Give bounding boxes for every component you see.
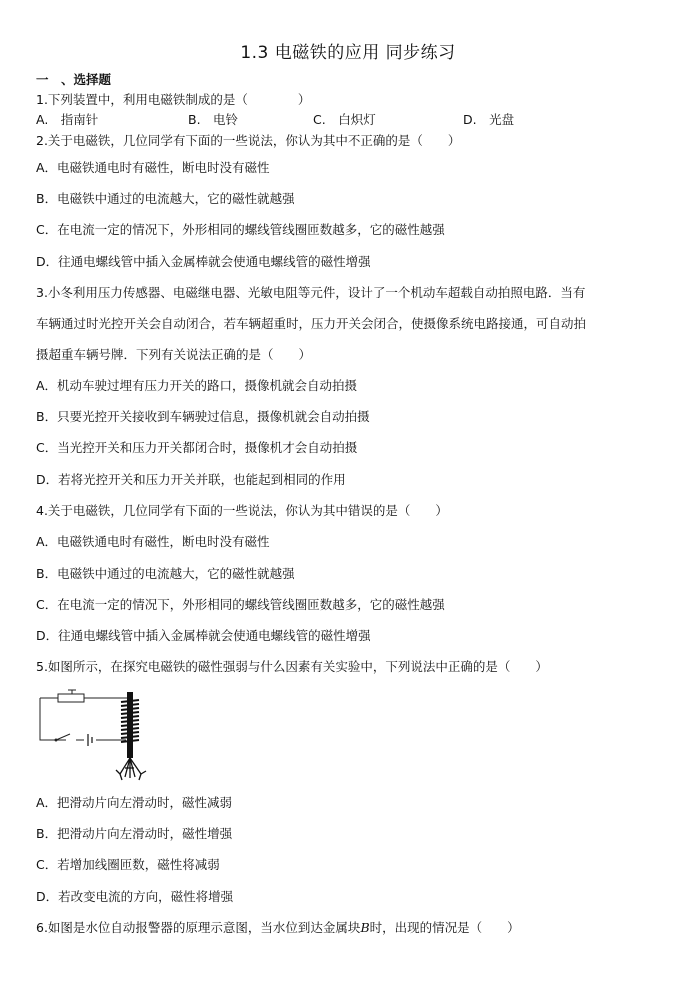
question-2-option-a: A．电磁铁通电时有磁性，断电时没有磁性 bbox=[36, 160, 270, 175]
question-2-option-c: C．在电流一定的情况下，外形相同的螺线管线圈匝数越多，它的磁性越强 bbox=[36, 222, 445, 237]
question-6-stem-before: 6.如图是水位自动报警器的原理示意图，当水位到达金属块 bbox=[36, 920, 361, 935]
question-4-option-d: D．往通电螺线管中插入金属棒就会使通电螺线管的磁性增强 bbox=[36, 628, 371, 643]
question-3-stem-line-2: 车辆通过时光控开关会自动闭合，若车辆超重时，压力开关会闭合，使摄像系统电路接通，可自动拍 bbox=[36, 316, 587, 331]
question-6-stem bbox=[36, 920, 520, 936]
question-2-option-d: D．往通电螺线管中插入金属棒就会使通电螺线管的磁性增强 bbox=[36, 254, 371, 269]
question-3-stem-line-3: 摄超重车辆号牌．下列有关说法正确的是（ ） bbox=[36, 347, 312, 362]
question-1-option-d: D. 光盘 bbox=[463, 112, 515, 127]
section-heading: 一 、选择题 bbox=[36, 72, 112, 87]
question-1-option-b: B. 电铃 bbox=[188, 112, 239, 127]
question-5-stem: 5.如图所示，在探究电磁铁的磁性强弱与什么因素有关实验中，下列说法中正确的是（ ） bbox=[36, 659, 548, 674]
question-4-option-b: B．电磁铁中通过的电流越大，它的磁性就越强 bbox=[36, 566, 295, 581]
question-5-option-c: C．若增加线圈匝数，磁性将减弱 bbox=[36, 857, 220, 872]
question-2-stem: 2.关于电磁铁，几位同学有下面的一些说法，你认为其中不正确的是（ ） bbox=[36, 133, 461, 148]
question-4-option-a: A．电磁铁通电时有磁性，断电时没有磁性 bbox=[36, 534, 270, 549]
question-1-options bbox=[36, 112, 514, 128]
question-1-option-c: C. 白炽灯 bbox=[313, 112, 376, 127]
question-1-option-a: A. 指南针 bbox=[36, 112, 99, 127]
question-4-option-c: C．在电流一定的情况下，外形相同的螺线管线圈匝数越多，它的磁性越强 bbox=[36, 597, 445, 612]
question-5-option-b: B．把滑动片向左滑动时，磁性增强 bbox=[36, 826, 233, 841]
question-6-stem-after: 时，出现的情况是（ ） bbox=[369, 920, 520, 935]
question-3-option-c: C．当光控开关和压力开关都闭合时，摄像机才会自动拍摄 bbox=[36, 440, 358, 455]
question-3-option-b: B．只要光控开关接收到车辆驶过信息，摄像机就会自动拍摄 bbox=[36, 409, 370, 424]
iron-pins bbox=[116, 758, 146, 780]
question-2-option-b: B．电磁铁中通过的电流越大，它的磁性就越强 bbox=[36, 191, 295, 206]
rheostat-symbol bbox=[58, 694, 84, 702]
question-3-stem-line-1: 3.小冬利用压力传感器、电磁继电器、光敏电阻等元件，设计了一个机动车超载自动拍照电路．当有 bbox=[36, 285, 586, 300]
question-5-option-d: D．若改变电流的方向，磁性将增强 bbox=[36, 889, 234, 904]
question-3-option-a: A．机动车驶过埋有压力开关的路口，摄像机就会自动拍摄 bbox=[36, 378, 358, 393]
question-4-stem: 4.关于电磁铁，几位同学有下面的一些说法，你认为其中错误的是（ ） bbox=[36, 503, 448, 518]
metal-block-label: B bbox=[360, 920, 370, 935]
question-5-option-a: A．把滑动片向左滑动时，磁性减弱 bbox=[36, 795, 233, 810]
page-title: 1.3 电磁铁的应用 同步练习 bbox=[240, 43, 456, 63]
question-3-option-d: D．若将光控开关和压力开关并联，也能起到相同的作用 bbox=[36, 472, 346, 487]
question-1-stem: 1.下列装置中，利用电磁铁制成的是（ ） bbox=[36, 92, 311, 107]
electromagnet-circuit-figure bbox=[36, 688, 162, 782]
